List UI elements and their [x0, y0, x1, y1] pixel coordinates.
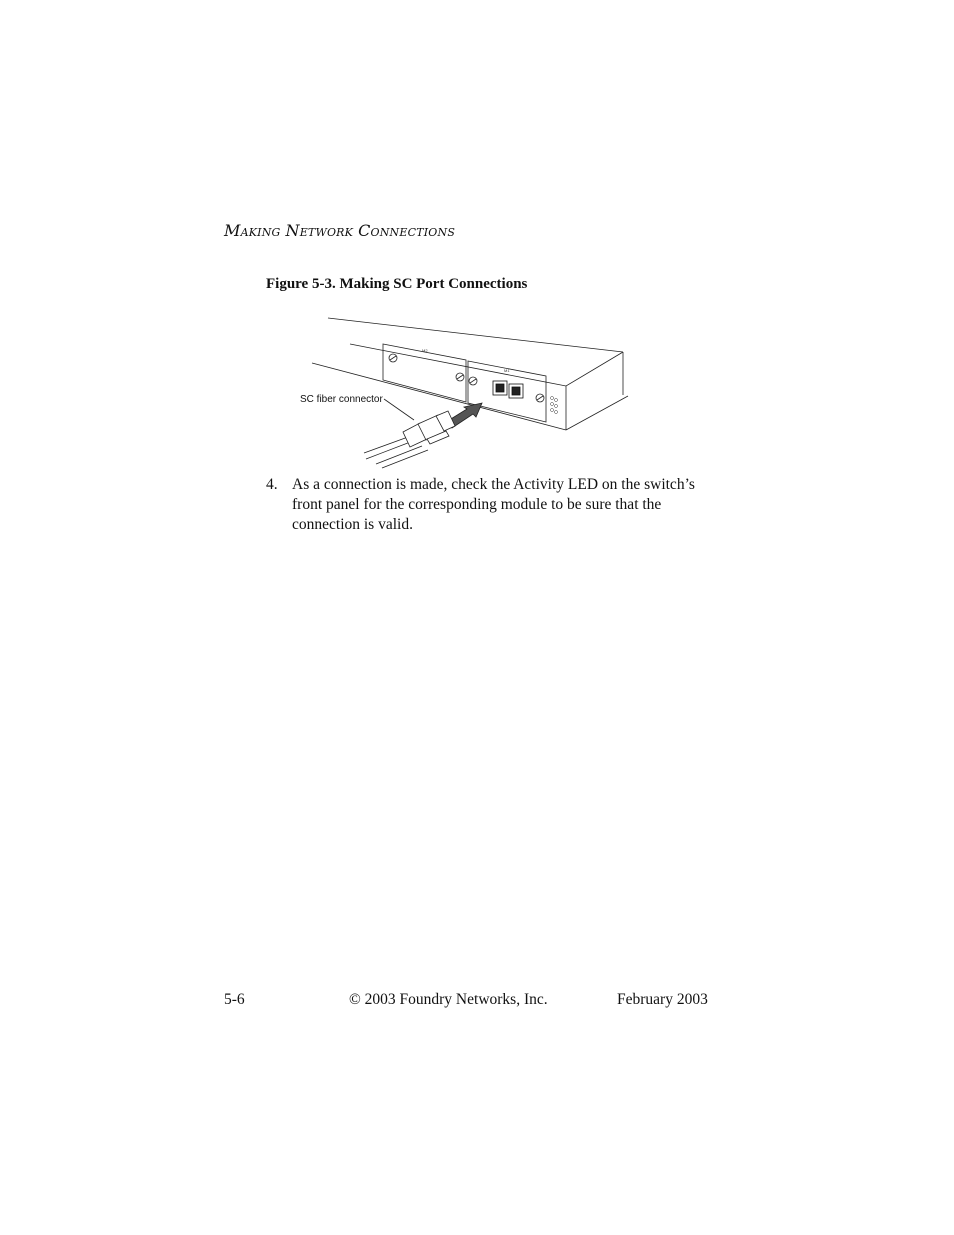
figure-caption: Figure 5-3. Making SC Port Connections [266, 276, 528, 292]
publication-date: February 2003 [617, 991, 708, 1008]
list-item [266, 475, 716, 535]
page-number: 5-6 [224, 991, 245, 1008]
sc-connection-illustration [290, 310, 640, 470]
module-label-m2: M2 [422, 348, 428, 353]
callout-sc-fiber-connector: SC fiber connector [300, 394, 383, 405]
module-label-m1: M1 [504, 368, 510, 373]
step-text: As a connection is made, check the Activity LED on the switch’s front panel for the corresponding module to be sure that the connection is valid. [292, 476, 695, 533]
running-head: MAKING NETWORK CONNECTIONS [224, 221, 456, 240]
copyright: © 2003 Foundry Networks, Inc. [349, 991, 548, 1008]
step-number: 4. [266, 476, 278, 493]
